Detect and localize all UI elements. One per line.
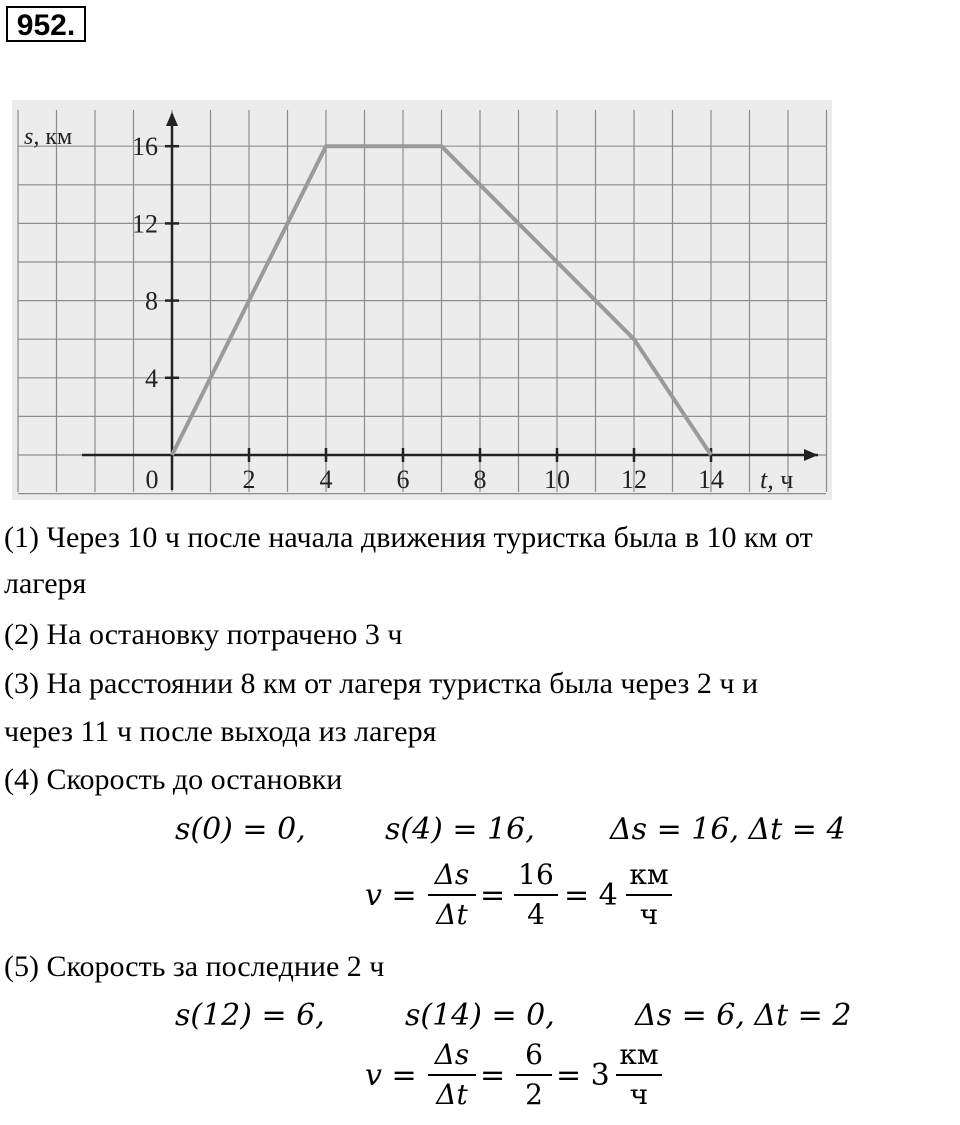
distance-time-graph	[12, 100, 832, 500]
eq-s14: s(14) = 0,	[405, 998, 555, 1033]
fraction-den: Δt	[436, 1078, 468, 1111]
x-tick-label: 10	[544, 465, 570, 494]
equals-sign-4b: = 4	[564, 878, 618, 913]
fraction-num: Δs	[434, 1038, 470, 1071]
eq-delta-5: Δs = 6, Δt = 2	[635, 998, 852, 1033]
answer-3-line-1: (3) На расстоянии 8 км от лагеря туристка была через 2 ч и	[4, 667, 759, 700]
fraction-den: 2	[525, 1078, 543, 1111]
y-tick-label: 16	[132, 132, 158, 162]
x-tick-label: 2	[242, 465, 256, 494]
fraction-6-2	[516, 1036, 552, 1114]
fraction-den: ч	[629, 1078, 649, 1111]
fraction-km-h-5	[616, 1036, 662, 1114]
x-tick-label: 0	[145, 465, 159, 494]
answer-3-line-2: через 11 ч после выхода из лагеря	[4, 715, 437, 748]
x-tick-label: 4	[319, 465, 333, 494]
x-tick-label: 6	[396, 465, 410, 494]
velocity-label-4: v =	[365, 878, 417, 913]
eq-delta-4: Δs = 16, Δt = 4	[610, 812, 846, 847]
y-axis-label: s, км	[24, 124, 73, 150]
fraction-den: 4	[527, 898, 545, 931]
eq-s12: s(12) = 6,	[175, 998, 325, 1033]
fraction-km-h-4	[626, 856, 672, 934]
answer-5-heading: (5) Скорость за последние 2 ч	[4, 950, 385, 983]
fraction-ds-dt-5	[428, 1036, 476, 1114]
x-tick-label: 12	[621, 465, 647, 494]
answer-1-line-1: (1) Через 10 ч после начала движения туристка была в 10 км от	[4, 521, 813, 554]
graph-svg	[12, 100, 832, 500]
equals-sign-5a: =	[480, 1058, 506, 1093]
x-tick-label: 8	[473, 465, 487, 494]
fraction-num: 6	[525, 1038, 543, 1071]
fraction-num: км	[619, 1038, 659, 1071]
fraction-den: Δt	[436, 898, 468, 931]
y-tick-label: 4	[145, 363, 158, 393]
fraction-num: Δs	[434, 858, 470, 891]
fraction-num: км	[629, 858, 669, 891]
fraction-ds-dt-4	[428, 856, 476, 934]
answer-1-line-2: лагеря	[4, 567, 87, 600]
fraction-den: ч	[639, 898, 659, 931]
equals-sign-5b: = 3	[556, 1058, 610, 1093]
eq-s4: s(4) = 16,	[385, 812, 535, 847]
y-tick-label: 8	[145, 286, 158, 316]
velocity-label-5: v =	[365, 1058, 417, 1093]
answer-2: (2) На остановку потрачено 3 ч	[4, 618, 403, 651]
y-tick-label: 12	[132, 209, 158, 239]
eq-s0: s(0) = 0,	[175, 812, 306, 847]
equals-sign-4a: =	[480, 878, 506, 913]
x-axis-arrow-icon	[804, 449, 818, 461]
x-axis-label: t, ч	[760, 465, 794, 494]
answer-4-heading: (4) Скорость до остановки	[4, 763, 343, 796]
task-number: 952.	[6, 6, 86, 42]
fraction-16-4	[514, 856, 558, 934]
x-tick-label: 14	[698, 465, 724, 494]
fraction-num: 16	[518, 858, 554, 891]
y-axis-arrow-icon	[166, 112, 178, 126]
